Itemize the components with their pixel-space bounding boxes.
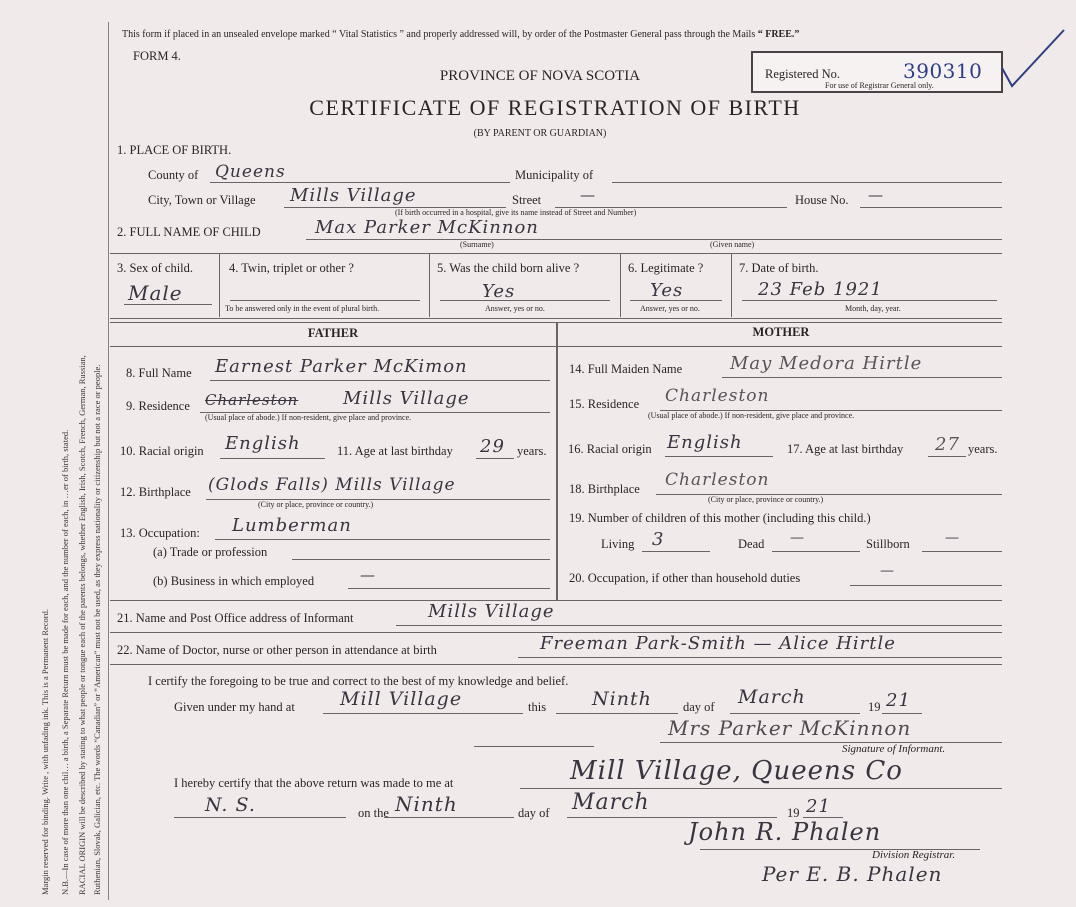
twin-note: To be answered only in the event of plural birth. (225, 304, 380, 313)
doctor-value: Freeman Park-Smith — Alice Hirtle (540, 633, 896, 654)
father-residence-struck: Charleston (205, 391, 299, 409)
stillborn-label: Stillborn (866, 537, 910, 551)
business-label: (b) Business in which employed (153, 574, 315, 588)
date-of-birth-label: 7. Date of birth. (739, 261, 819, 275)
registration-label: Registered No. (765, 67, 840, 81)
form-number: FORM 4. (133, 49, 181, 63)
county-label: County of (148, 168, 199, 182)
given-day-value: Ninth (592, 688, 652, 710)
certify-statement: I certify the foregoing to be true and correct to the best of my knowledge and belief. (148, 674, 569, 688)
informant-label: 21. Name and Post Office address of Informant (117, 611, 354, 625)
father-birthplace-note: (City or place, province or country.) (258, 500, 374, 509)
dead-value: — (790, 530, 805, 546)
living-value: 3 (652, 529, 665, 550)
registrar-day-value: Ninth (395, 792, 458, 816)
informant-value: Mills Village (428, 601, 555, 622)
city-label: City, Town or Village (148, 193, 256, 207)
mother-name-label: 14. Full Maiden Name (569, 362, 683, 376)
mother-heading: MOTHER (752, 325, 810, 339)
registrar-on-label: on the (358, 806, 389, 820)
registrar-statement: I hereby certify that the above return was made to me at (174, 776, 454, 790)
father-age-unit: years. (517, 444, 547, 458)
child-name-value: Max Parker McKinnon (315, 217, 539, 238)
margin-note-multiple-births: N.B.—In case of more than one chil… a birth, a Separate Return must be made for each, and the number of each, in …er of birth, stated. (60, 429, 70, 895)
legitimate-note: Answer, yes or no. (640, 304, 700, 313)
given-under-label: Given under my hand at (174, 700, 295, 714)
check-mark-icon (1000, 28, 1066, 92)
alive-label: 5. Was the child born alive ? (437, 261, 580, 275)
father-birthplace-value: (Glods Falls) Mills Village (208, 475, 456, 495)
given-name-note: (Given name) (710, 240, 755, 249)
informant-signature-caption: Signature of Informant. (842, 743, 946, 755)
date-of-birth-note: Month, day, year. (845, 304, 901, 313)
mother-birthplace-value: Charleston (665, 470, 770, 490)
registrar-place-value: Mill Village, Queens Co (570, 756, 903, 786)
given-year-value: 21 (886, 690, 911, 711)
mother-birthplace-label: 18. Birthplace (569, 482, 640, 496)
registration-note: For use of Registrar General only. (825, 81, 934, 90)
dead-label: Dead (738, 537, 765, 551)
street-label: Street (512, 193, 542, 207)
father-racial-label: 10. Racial origin (120, 444, 204, 458)
trade-label: (a) Trade or profession (153, 545, 268, 559)
doctor-label: 22. Name of Doctor, nurse or other person in attendance at birth (117, 643, 437, 657)
registration-number: 390310 (903, 59, 983, 83)
father-occupation-label: 13. Occupation: (120, 526, 200, 540)
street-value: — (580, 186, 596, 204)
twin-label: 4. Twin, triplet or other ? (229, 261, 354, 275)
given-place-value: Mill Village (340, 688, 463, 710)
registrar-month-value: March (572, 790, 650, 815)
page-title: CERTIFICATE OF REGISTRATION OF BIRTH (309, 95, 801, 120)
children-count-label: 19. Number of children of this mother (including this child.) (569, 511, 871, 525)
father-name-value: Earnest Parker McKimon (215, 356, 468, 377)
margin-note-binding: Margin reserved for binding. Write , with unfading ink. This is a Permanent Record. (40, 608, 50, 895)
mother-occupation-value: — (880, 563, 895, 579)
given-month-value: March (738, 686, 806, 708)
informant-signature: Mrs Parker McKinnon (668, 716, 912, 740)
registrar-year-value: 21 (806, 796, 831, 817)
father-age-value: 29 (480, 436, 505, 457)
house-value: — (868, 186, 884, 204)
mother-age-label: 17. Age at last birthday (787, 442, 904, 456)
legitimate-label: 6. Legitimate ? (628, 261, 704, 275)
mother-racial-value: English (667, 432, 743, 453)
mail-notice: This form if placed in an unsealed envelope marked “ Vital Statistics ” and properly addressed will, by order of the Postmaster General pass through the Mails “ FREE.” (122, 29, 800, 40)
father-residence-label: 9. Residence (126, 399, 190, 413)
registrar-caption: Division Registrar. (872, 849, 956, 861)
margin-note-racial-origin: RACIAL ORIGIN will be described by stating to what people or tongue each of the parents belongs, whether English, Irish, Scotch, French, German, Russian, (77, 355, 87, 895)
mother-age-unit: years. (968, 442, 998, 456)
mother-name-value: May Medora Hirtle (730, 353, 923, 374)
registrar-signature: John R. Phalen (688, 818, 882, 846)
father-racial-value: English (225, 433, 301, 454)
father-residence-note: (Usual place of abode.) If non-resident, give place and province. (205, 413, 412, 422)
sex-label: 3. Sex of child. (117, 261, 194, 275)
registration-box (751, 51, 1003, 93)
house-label: House No. (795, 193, 849, 207)
given-year-prefix: 19 (868, 700, 881, 714)
page-subtitle: (BY PARENT OR GUARDIAN) (473, 128, 607, 139)
living-label: Living (601, 537, 635, 551)
mother-racial-label: 16. Racial origin (568, 442, 652, 456)
father-age-label: 11. Age at last birthday (337, 444, 453, 458)
registrar-day-of-label: day of (518, 806, 550, 820)
per-signature: Per E. B. Phalen (762, 862, 943, 886)
surname-note: (Surname) (460, 240, 494, 249)
father-residence-value: Mills Village (343, 388, 470, 409)
mother-occupation-label: 20. Occupation, if other than household duties (569, 571, 801, 585)
municipality-label: Municipality of (515, 168, 594, 182)
alive-value: Yes (482, 281, 516, 302)
business-value: — (360, 566, 376, 584)
sex-value: Male (128, 281, 183, 305)
mother-age-value: 27 (935, 434, 960, 455)
father-name-label: 8. Full Name (126, 366, 192, 380)
mother-residence-label: 15. Residence (569, 397, 640, 411)
province-heading: PROVINCE OF NOVA SCOTIA (439, 68, 641, 84)
father-occupation-value: Lumberman (232, 515, 352, 536)
alive-note: Answer, yes or no. (485, 304, 545, 313)
child-name-label: 2. FULL NAME OF CHILD (117, 225, 261, 239)
this-label: this (528, 700, 547, 714)
margin-note-nationality: Ruthenian, Slovak, Galician, etc. The words “Canadian” or “American” must not be used, as they express nationality or citizenship but not a race or people. (92, 364, 102, 895)
hospital-note: (If birth occurred in a hospital, give its name instead of Street and Number) (395, 208, 637, 217)
given-day-of-label: day of (683, 700, 715, 714)
place-of-birth-heading: 1. PLACE OF BIRTH. (117, 143, 232, 157)
father-heading: FATHER (307, 326, 359, 340)
city-value: Mills Village (290, 185, 417, 206)
registrar-place2-value: N. S. (205, 794, 256, 816)
father-birthplace-label: 12. Birthplace (120, 485, 191, 499)
county-value: Queens (215, 162, 286, 182)
registrar-year-prefix: 19 (787, 806, 800, 820)
date-of-birth-value: 23 Feb 1921 (758, 279, 883, 300)
mother-birthplace-note: (City or place, province or country.) (708, 495, 824, 504)
stillborn-value: — (945, 530, 960, 546)
mother-residence-note: (Usual place of abode.) If non-resident, give place and province. (648, 411, 855, 420)
mother-residence-value: Charleston (665, 386, 770, 406)
legitimate-value: Yes (650, 280, 684, 301)
